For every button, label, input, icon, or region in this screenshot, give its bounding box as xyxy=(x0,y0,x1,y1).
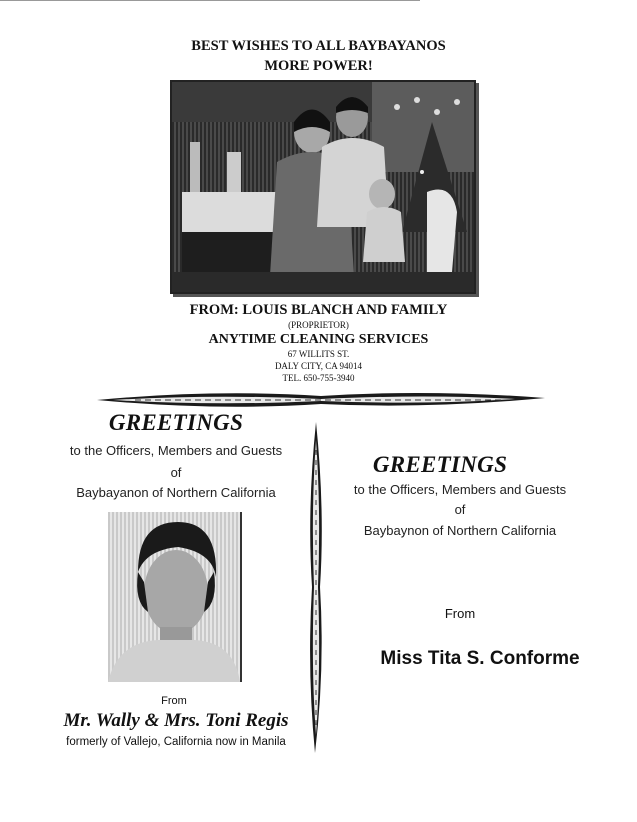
portrait-photo xyxy=(108,512,242,682)
horizontal-divider-ornament xyxy=(95,390,547,410)
phone-number: TEL. 650-755-3940 xyxy=(282,373,355,383)
left-greetings-line2: of xyxy=(170,465,182,480)
left-greetings-line1: to the Officers, Members and Guests xyxy=(69,443,283,458)
top-rule xyxy=(0,0,420,1)
right-sponsor-name: Miss Tita S. Conforme xyxy=(380,648,580,669)
right-greetings-line1: to the Officers, Members and Guests xyxy=(353,482,567,497)
right-from-label: From xyxy=(444,606,476,621)
family-photo xyxy=(170,80,476,294)
left-greetings-line3: Baybayanon of Northern California xyxy=(76,485,276,500)
right-greetings-title: GREETINGS xyxy=(372,452,508,477)
left-greetings-title: GREETINGS xyxy=(108,410,244,435)
family-photo-figures xyxy=(172,82,474,292)
city-address: DALY CITY, CA 94014 xyxy=(274,361,363,371)
headline-more-power: MORE POWER! xyxy=(264,58,373,74)
right-greetings-line2: of xyxy=(454,502,466,517)
left-sponsor-note: formerly of Vallejo, California now in Manila xyxy=(66,736,286,748)
headline-best-wishes: BEST WISHES TO ALL BAYBAYANOS xyxy=(191,38,446,54)
from-line: FROM: LOUIS BLANCH AND FAMILY xyxy=(189,302,448,318)
portrait-figure xyxy=(108,512,240,682)
business-name: ANYTIME CLEANING SERVICES xyxy=(208,332,429,347)
street-address: 67 WILLITS ST. xyxy=(287,349,350,359)
right-greetings-line3: Baybaynon of Northern California xyxy=(363,523,557,538)
left-from-label: From xyxy=(161,695,187,707)
left-sponsor-names: Mr. Wally & Mrs. Toni Regis xyxy=(63,710,289,731)
proprietor-role: (PROPRIETOR) xyxy=(288,320,349,330)
